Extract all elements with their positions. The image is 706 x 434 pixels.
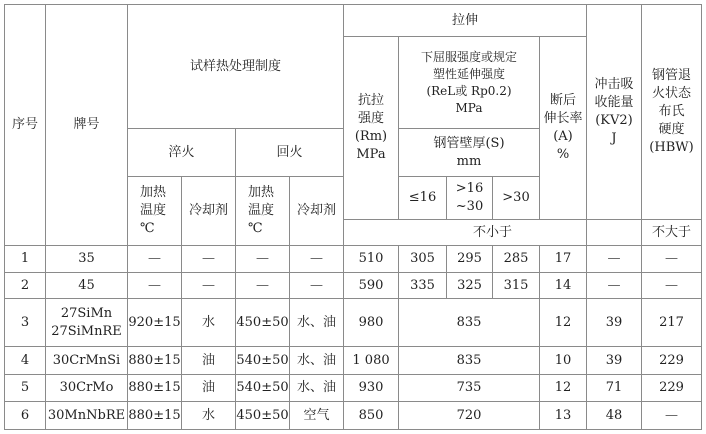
row5-quench-temp: 880±15 — [128, 380, 181, 395]
row2-quench-coolant: — — [202, 277, 215, 293]
row1-yield-le16: 305 — [410, 251, 435, 266]
row5-yield: 735 — [456, 380, 482, 395]
row4-quench-temp: 880±15 — [128, 352, 181, 368]
row1-tensile: 510 — [358, 251, 384, 266]
row3-hardness: 217 — [659, 314, 684, 330]
label-not-less-than: 不小于 — [472, 224, 512, 240]
row5-impact: 71 — [605, 380, 623, 395]
row4-temper-temp: 540±50 — [236, 352, 289, 368]
row2-hardness: — — [665, 277, 678, 293]
col-header-yield-strength: 下屈服强度或规定 塑性延伸强度 (ReL或 Rp0.2) MPa — [420, 49, 517, 115]
row6-quench-coolant: 水 — [201, 407, 215, 423]
col-header-seq: 序号 — [11, 117, 38, 132]
row3-elongation: 12 — [554, 314, 572, 330]
row6-elongation: 13 — [554, 407, 572, 423]
row1-yield-16-30: 295 — [457, 251, 482, 266]
row2-elongation: 14 — [554, 277, 572, 293]
row1-grade: 35 — [78, 251, 95, 266]
col-header-tension: 拉伸 — [451, 12, 478, 28]
row2-yield-16-30: 325 — [457, 277, 482, 293]
row3-quench-coolant: 水 — [201, 314, 215, 330]
col-header-temper-coolant: 冷却剂 — [296, 203, 336, 218]
row1-impact: — — [607, 251, 621, 266]
row3-seq: 3 — [20, 314, 30, 330]
row2-quench-temp: — — [148, 277, 161, 293]
row5-quench-coolant: 油 — [201, 380, 215, 395]
row5-elongation: 12 — [554, 380, 572, 395]
row1-elongation: 17 — [554, 251, 572, 266]
row1-yield-gt30: 285 — [503, 251, 529, 266]
row5-hardness: 229 — [659, 380, 684, 395]
col-header-impact: 冲击吸 收能量 (KV2) J — [594, 77, 634, 146]
row3-impact: 39 — [605, 314, 623, 330]
row6-impact: 48 — [605, 407, 623, 423]
row5-temper-temp: 540±50 — [236, 380, 289, 395]
col-header-elongation: 断后 伸长率 (A) % — [543, 93, 583, 162]
col-header-wt-gt30: >30 — [502, 190, 530, 205]
col-header-quench-coolant: 冷却剂 — [188, 203, 228, 218]
col-header-quench: 淬火 — [168, 144, 195, 160]
row6-tensile: 850 — [358, 407, 384, 423]
row5-temper-coolant: 水、油 — [296, 380, 336, 395]
row5-grade: 30CrMo — [59, 380, 114, 395]
row1-quench-coolant: — — [202, 251, 215, 266]
col-header-wall-thickness: 钢管壁厚(S) mm — [433, 135, 505, 169]
row1-seq: 1 — [20, 251, 30, 266]
row4-yield: 835 — [456, 352, 482, 368]
row6-hardness: — — [665, 407, 678, 423]
row6-grade: 30MnNbRE — [47, 407, 126, 423]
col-header-heat-treatment: 试样热处理制度 — [189, 58, 281, 74]
row4-elongation: 10 — [554, 352, 572, 368]
row4-temper-coolant: 水、油 — [296, 352, 336, 368]
row3-tensile: 980 — [358, 314, 384, 330]
col-header-grade: 牌号 — [73, 117, 100, 132]
row3-grade: 27SiMn 27SiMnRE — [51, 305, 122, 339]
row6-seq: 6 — [20, 407, 30, 423]
row2-yield-le16: 335 — [410, 277, 435, 293]
row6-temper-coolant: 空气 — [303, 407, 330, 423]
col-header-temper: 回火 — [276, 144, 303, 160]
row2-temper-coolant: — — [310, 277, 323, 293]
row5-seq: 5 — [20, 380, 30, 395]
row4-grade: 30CrMnSi — [52, 352, 121, 368]
row6-temper-temp: 450±50 — [236, 407, 289, 423]
row3-temper-coolant: 水、油 — [296, 314, 336, 330]
row3-yield: 835 — [456, 314, 482, 330]
col-header-wt-16-30: >16 ~30 — [455, 181, 484, 214]
row4-tensile: 1 080 — [352, 352, 390, 368]
row4-impact: 39 — [605, 352, 623, 368]
row6-yield: 720 — [456, 407, 482, 423]
row2-impact: — — [607, 277, 621, 293]
row2-temper-temp: — — [256, 277, 269, 293]
row2-seq: 2 — [20, 277, 30, 293]
row2-yield-gt30: 315 — [503, 277, 529, 293]
label-not-greater-than: 不大于 — [651, 224, 691, 240]
row6-quench-temp: 880±15 — [128, 407, 181, 423]
row3-temper-temp: 450±50 — [236, 314, 289, 330]
row1-hardness: — — [665, 251, 678, 266]
row4-quench-coolant: 油 — [201, 352, 215, 368]
row1-quench-temp: — — [148, 251, 161, 266]
col-header-tensile-strength: 抗拉 强度 (Rm) MPa — [354, 93, 388, 162]
col-header-hardness: 钢管退 火状态 布氏 硬度 (HBW) — [649, 68, 694, 155]
row5-tensile: 930 — [358, 380, 384, 395]
row4-seq: 4 — [20, 352, 30, 368]
row1-temper-coolant: — — [310, 251, 323, 266]
row4-hardness: 229 — [659, 352, 684, 368]
row2-grade: 45 — [78, 277, 95, 293]
col-header-quench-temp: 加热 温度 ℃ — [140, 185, 167, 236]
col-header-wt-le16: ≤16 — [408, 190, 437, 205]
col-header-temper-temp: 加热 温度 ℃ — [248, 185, 275, 236]
row1-temper-temp: — — [256, 251, 269, 266]
row3-quench-temp: 920±15 — [128, 314, 181, 330]
row2-tensile: 590 — [358, 277, 384, 293]
